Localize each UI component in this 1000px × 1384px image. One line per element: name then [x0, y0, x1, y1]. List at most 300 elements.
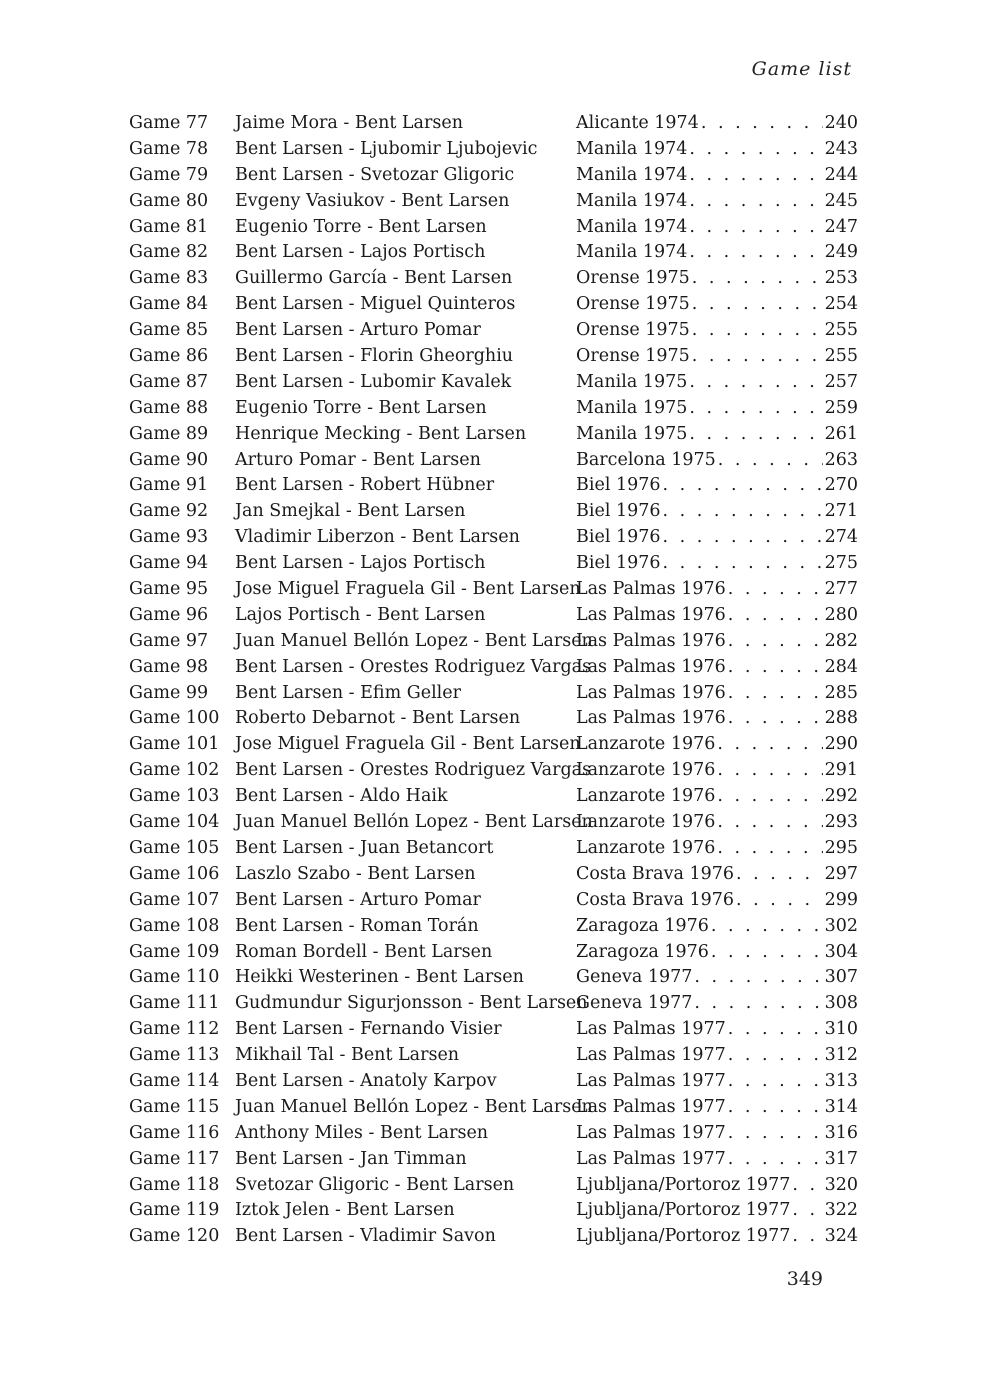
dot-leader	[689, 215, 822, 241]
game-row	[0, 603, 1000, 629]
dot-leader	[692, 292, 823, 318]
game-row	[0, 706, 1000, 732]
dot-leader	[689, 137, 822, 163]
game-event: Orense 1975	[576, 320, 690, 341]
game-row	[0, 266, 1000, 292]
game-number: Game 84	[129, 294, 209, 315]
game-number: Game 93	[129, 527, 209, 548]
dot-leader	[711, 914, 823, 940]
game-event: Las Palmas 1977	[576, 1148, 726, 1169]
game-event: Las Palmas 1976	[576, 630, 726, 651]
game-players: Jaime Mora - Bent Larsen	[235, 113, 463, 133]
game-event: Orense 1975	[576, 346, 690, 367]
game-page-ref: 282	[824, 630, 858, 651]
game-event-entry	[576, 784, 858, 810]
dot-leader	[728, 1095, 823, 1121]
dot-leader	[663, 499, 823, 525]
game-page-ref: 259	[824, 397, 858, 418]
game-row	[0, 784, 1000, 810]
game-number: Game 106	[129, 863, 220, 884]
game-number: Game 80	[129, 190, 209, 211]
game-event: Las Palmas 1977	[576, 1070, 726, 1091]
game-event: Manila 1974	[576, 164, 688, 185]
game-page-ref: 240	[824, 113, 858, 133]
game-row	[0, 473, 1000, 499]
game-number: Game 109	[129, 941, 220, 962]
game-players: Arturo Pomar - Bent Larsen	[235, 449, 481, 470]
game-players: Heikki Westerinen - Bent Larsen	[235, 967, 524, 988]
game-row	[0, 810, 1000, 836]
game-page-ref: 295	[824, 837, 858, 858]
game-event: Manila 1974	[576, 242, 688, 263]
game-event: Ljubljana/Portoroz 1977	[576, 1200, 791, 1221]
game-players: Bent Larsen - Orestes Rodriguez Vargas	[235, 760, 592, 781]
game-number: Game 90	[129, 449, 209, 470]
game-event-entry	[576, 422, 858, 448]
game-event-entry	[576, 603, 858, 629]
game-event-entry	[576, 888, 858, 914]
dot-leader	[692, 318, 823, 344]
game-row	[0, 836, 1000, 862]
game-page-ref: 261	[824, 423, 858, 444]
dot-leader	[689, 163, 822, 189]
game-number: Game 100	[129, 708, 220, 729]
game-page-ref: 249	[824, 242, 858, 263]
game-row	[0, 1043, 1000, 1069]
game-event-entry	[576, 370, 858, 396]
game-players: Anthony Miles - Bent Larsen	[235, 1122, 489, 1143]
game-row	[0, 163, 1000, 189]
game-number: Game 120	[129, 1226, 220, 1247]
game-event: Manila 1975	[576, 423, 688, 444]
game-event: Biel 1976	[576, 527, 661, 548]
game-event-entry	[576, 1147, 858, 1173]
game-event: Biel 1976	[576, 501, 661, 522]
game-event: Ljubljana/Portoroz 1977	[576, 1174, 791, 1195]
game-players: Bent Larsen - Roman Torán	[235, 915, 479, 936]
game-page-ref: 274	[824, 527, 858, 548]
game-page-ref: 254	[824, 294, 858, 315]
game-row	[0, 862, 1000, 888]
game-page-ref: 277	[824, 579, 858, 600]
game-players: Jan Smejkal - Bent Larsen	[235, 501, 466, 522]
game-event: Orense 1975	[576, 268, 690, 289]
game-event: Las Palmas 1977	[576, 1096, 726, 1117]
game-number: Game 97	[129, 630, 209, 651]
game-page-ref: 308	[824, 993, 858, 1014]
game-row	[0, 318, 1000, 344]
game-page-ref: 257	[824, 371, 858, 392]
game-event: Manila 1975	[576, 397, 688, 418]
game-event-entry	[576, 473, 858, 499]
game-number: Game 89	[129, 423, 209, 444]
game-row	[0, 189, 1000, 215]
game-number: Game 103	[129, 786, 220, 807]
game-page-ref: 313	[824, 1070, 858, 1091]
game-players: Juan Manuel Bellón Lopez - Bent Larsen	[235, 812, 593, 833]
game-number: Game 105	[129, 837, 220, 858]
game-row	[0, 681, 1000, 707]
game-row	[0, 1017, 1000, 1043]
dot-leader	[689, 396, 822, 422]
game-row	[0, 940, 1000, 966]
game-event: Manila 1974	[576, 216, 688, 237]
game-page-ref: 304	[824, 941, 858, 962]
game-event: Las Palmas 1976	[576, 708, 726, 729]
dot-leader	[717, 836, 822, 862]
dot-leader	[792, 1198, 822, 1224]
game-event-entry	[576, 655, 858, 681]
game-event: Costa Brava 1976	[576, 889, 735, 910]
game-event-entry	[576, 629, 858, 655]
game-page-ref: 322	[824, 1200, 858, 1221]
game-row	[0, 758, 1000, 784]
game-number: Game 85	[129, 320, 209, 341]
game-players: Mikhail Tal - Bent Larsen	[235, 1045, 460, 1066]
game-players: Bent Larsen - Orestes Rodriguez Vargas	[235, 656, 592, 677]
game-event: Las Palmas 1976	[576, 682, 726, 703]
dot-leader	[728, 577, 823, 603]
dot-leader	[694, 965, 822, 991]
dot-leader	[728, 1017, 823, 1043]
game-page-ref: 255	[824, 320, 858, 341]
game-row	[0, 551, 1000, 577]
game-row	[0, 1069, 1000, 1095]
game-number: Game 119	[129, 1200, 220, 1221]
dot-leader	[728, 629, 823, 655]
game-event-entry	[576, 163, 858, 189]
dot-leader	[689, 422, 822, 448]
dot-leader	[692, 266, 823, 292]
game-row	[0, 1147, 1000, 1173]
game-row	[0, 215, 1000, 241]
game-event: Zaragoza 1976	[576, 915, 709, 936]
game-players: Bent Larsen - Aldo Haik	[235, 786, 448, 807]
dot-leader	[736, 862, 823, 888]
game-row	[0, 914, 1000, 940]
game-page-ref: 280	[824, 604, 858, 625]
game-page-ref: 299	[824, 889, 858, 910]
game-page-ref: 263	[824, 449, 858, 470]
game-event: Costa Brava 1976	[576, 863, 735, 884]
dot-leader	[717, 810, 822, 836]
game-event-entry	[576, 810, 858, 836]
game-event-entry	[576, 448, 858, 474]
game-number: Game 99	[129, 682, 209, 703]
dot-leader	[689, 189, 822, 215]
game-row	[0, 1224, 1000, 1250]
game-row	[0, 1173, 1000, 1199]
game-players: Roberto Debarnot - Bent Larsen	[235, 708, 521, 729]
dot-leader	[728, 603, 823, 629]
game-event: Biel 1976	[576, 553, 661, 574]
game-event-entry	[576, 965, 858, 991]
game-event-entry	[576, 292, 858, 318]
game-number: Game 114	[129, 1070, 220, 1091]
game-event: Lanzarote 1976	[576, 734, 716, 755]
game-event-entry	[576, 1095, 858, 1121]
game-number: Game 116	[129, 1122, 220, 1143]
game-number: Game 113	[129, 1045, 220, 1066]
game-event: Lanzarote 1976	[576, 786, 716, 807]
game-players: Bent Larsen - Robert Hübner	[235, 475, 495, 496]
game-page-ref: 270	[824, 475, 858, 496]
game-number: Game 101	[129, 734, 220, 755]
game-players: Bent Larsen - Anatoly Karpov	[235, 1070, 497, 1091]
game-page-ref: 302	[824, 915, 858, 936]
game-number: Game 88	[129, 397, 209, 418]
game-number: Game 79	[129, 164, 209, 185]
game-players: Bent Larsen - Fernando Visier	[235, 1019, 502, 1040]
game-number: Game 104	[129, 812, 220, 833]
game-players: Henrique Mecking - Bent Larsen	[235, 423, 527, 444]
game-players: Bent Larsen - Arturo Pomar	[235, 889, 481, 910]
dot-leader	[717, 732, 822, 758]
game-page-ref: 292	[824, 786, 858, 807]
dot-leader	[694, 991, 822, 1017]
game-players: Gudmundur Sigurjonsson - Bent Larsen	[235, 993, 588, 1014]
dot-leader	[717, 758, 822, 784]
game-event: Ljubljana/Portoroz 1977	[576, 1226, 791, 1247]
game-number: Game 94	[129, 553, 209, 574]
game-page-ref: 255	[824, 346, 858, 367]
game-event-entry	[576, 940, 858, 966]
game-event: Zaragoza 1976	[576, 941, 709, 962]
game-event-entry	[576, 499, 858, 525]
game-page-ref: 291	[824, 760, 858, 781]
game-page-ref: 247	[824, 216, 858, 237]
game-event: Las Palmas 1977	[576, 1122, 726, 1143]
game-players: Lajos Portisch - Bent Larsen	[235, 604, 486, 625]
game-event-entry	[576, 318, 858, 344]
game-players: Svetozar Gligoric - Bent Larsen	[235, 1174, 515, 1195]
game-page-ref: 297	[824, 863, 858, 884]
game-number: Game 112	[129, 1019, 220, 1040]
game-row	[0, 577, 1000, 603]
game-page-ref: 253	[824, 268, 858, 289]
game-row	[0, 396, 1000, 422]
game-page-ref: 317	[824, 1148, 858, 1169]
game-players: Bent Larsen - Miguel Quinteros	[235, 294, 516, 315]
game-event-entry	[576, 189, 858, 215]
dot-leader	[692, 344, 823, 370]
game-number: Game 98	[129, 656, 209, 677]
game-players: Bent Larsen - Vladimir Savon	[235, 1226, 496, 1247]
dot-leader	[663, 525, 823, 551]
game-players: Bent Larsen - Juan Betancort	[235, 837, 494, 858]
game-event-entry	[576, 266, 858, 292]
game-event-entry	[576, 914, 858, 940]
game-number: Game 78	[129, 138, 209, 159]
game-players: Bent Larsen - Florin Gheorghiu	[235, 346, 514, 367]
game-event: Biel 1976	[576, 475, 661, 496]
game-event-entry	[576, 577, 858, 603]
dot-leader	[718, 448, 823, 474]
game-event: Orense 1975	[576, 294, 690, 315]
game-players: Jose Miguel Fraguela Gil - Bent Larsen	[235, 579, 581, 600]
game-players: Eugenio Torre - Bent Larsen	[235, 397, 487, 418]
game-number: Game 92	[129, 501, 209, 522]
game-event: Lanzarote 1976	[576, 837, 716, 858]
game-players: Guillermo García - Bent Larsen	[235, 268, 513, 289]
dot-leader	[728, 655, 823, 681]
game-event: Las Palmas 1976	[576, 656, 726, 677]
game-page-ref: 244	[824, 164, 858, 185]
game-event: Manila 1974	[576, 190, 688, 211]
dot-leader	[792, 1224, 822, 1250]
game-row	[0, 965, 1000, 991]
game-players: Bent Larsen - Arturo Pomar	[235, 320, 481, 341]
game-number: Game 87	[129, 371, 209, 392]
game-page-ref: 245	[824, 190, 858, 211]
dot-leader	[663, 551, 823, 577]
game-event-entry	[576, 1198, 858, 1224]
game-page-ref: 243	[824, 138, 858, 159]
game-event-entry	[576, 862, 858, 888]
game-event: Manila 1974	[576, 138, 688, 159]
game-number: Game 91	[129, 475, 209, 496]
game-players: Bent Larsen - Ljubomir Ljubojevic	[235, 138, 538, 159]
game-event-entry	[576, 111, 858, 137]
game-event-entry	[576, 551, 858, 577]
game-players: Bent Larsen - Jan Timman	[235, 1148, 467, 1169]
game-row	[0, 137, 1000, 163]
game-players: Bent Larsen - Efim Geller	[235, 682, 462, 703]
game-players: Laszlo Szabo - Bent Larsen	[235, 863, 476, 884]
dot-leader	[728, 681, 823, 707]
game-number: Game 117	[129, 1148, 220, 1169]
game-number: Game 111	[129, 993, 220, 1014]
game-page-ref: 271	[824, 501, 858, 522]
game-row	[0, 888, 1000, 914]
game-players: Jose Miguel Fraguela Gil - Bent Larsen	[235, 734, 581, 755]
game-number: Game 118	[129, 1174, 220, 1195]
game-row	[0, 629, 1000, 655]
dot-leader	[736, 888, 823, 914]
game-list	[0, 111, 1000, 1250]
game-number: Game 102	[129, 760, 220, 781]
game-row	[0, 448, 1000, 474]
game-page-ref: 324	[824, 1226, 858, 1247]
game-event-entry	[576, 215, 858, 241]
game-row	[0, 344, 1000, 370]
game-page-ref: 316	[824, 1122, 858, 1143]
game-event: Barcelona 1975	[576, 449, 716, 470]
game-event-entry	[576, 396, 858, 422]
game-players: Eugenio Torre - Bent Larsen	[235, 216, 487, 237]
game-players: Evgeny Vasiukov - Bent Larsen	[235, 190, 510, 211]
game-event-entry	[576, 836, 858, 862]
dot-leader	[701, 111, 823, 137]
game-number: Game 115	[129, 1096, 220, 1117]
game-page-ref: 293	[824, 812, 858, 833]
game-page-ref: 307	[824, 967, 858, 988]
game-players: Roman Bordell - Bent Larsen	[235, 941, 493, 962]
game-event: Geneva 1977	[576, 967, 693, 988]
game-row	[0, 111, 1000, 137]
game-number: Game 110	[129, 967, 220, 988]
game-page-ref: 312	[824, 1045, 858, 1066]
game-number: Game 86	[129, 346, 209, 367]
game-event-entry	[576, 758, 858, 784]
game-row	[0, 1095, 1000, 1121]
game-event-entry	[576, 1173, 858, 1199]
game-page-ref: 284	[824, 656, 858, 677]
game-event: Las Palmas 1977	[576, 1045, 726, 1066]
game-event-entry	[576, 137, 858, 163]
game-event-entry	[576, 344, 858, 370]
game-event-entry	[576, 681, 858, 707]
page-number: 349	[786, 1268, 823, 1290]
game-event-entry	[576, 732, 858, 758]
game-event: Las Palmas 1976	[576, 579, 726, 600]
game-event-entry	[576, 706, 858, 732]
dot-leader	[792, 1173, 822, 1199]
game-row	[0, 1198, 1000, 1224]
game-players: Bent Larsen - Lajos Portisch	[235, 553, 486, 574]
game-page-ref: 288	[824, 708, 858, 729]
game-row	[0, 370, 1000, 396]
game-number: Game 107	[129, 889, 220, 910]
game-event: Lanzarote 1976	[576, 760, 716, 781]
game-event-entry	[576, 525, 858, 551]
game-event: Alicante 1974	[576, 113, 699, 133]
game-players: Juan Manuel Bellón Lopez - Bent Larsen	[235, 1096, 593, 1117]
game-players: Iztok Jelen - Bent Larsen	[235, 1200, 455, 1221]
dot-leader	[689, 370, 822, 396]
game-row	[0, 422, 1000, 448]
game-event: Las Palmas 1977	[576, 1019, 726, 1040]
game-row	[0, 655, 1000, 681]
game-row	[0, 1121, 1000, 1147]
game-players: Juan Manuel Bellón Lopez - Bent Larsen	[235, 630, 593, 651]
game-event-entry	[576, 240, 858, 266]
game-event-entry	[576, 1121, 858, 1147]
game-event-entry	[576, 1069, 858, 1095]
game-players: Bent Larsen - Lubomir Kavalek	[235, 371, 512, 392]
dot-leader	[711, 940, 823, 966]
game-row	[0, 991, 1000, 1017]
game-event-entry	[576, 1043, 858, 1069]
game-number: Game 108	[129, 915, 220, 936]
game-number: Game 81	[129, 216, 209, 237]
game-row	[0, 525, 1000, 551]
game-event: Manila 1975	[576, 371, 688, 392]
game-number: Game 95	[129, 579, 209, 600]
game-event-entry	[576, 1224, 858, 1250]
game-event: Lanzarote 1976	[576, 812, 716, 833]
game-event-entry	[576, 1017, 858, 1043]
dot-leader	[663, 473, 823, 499]
game-event: Geneva 1977	[576, 993, 693, 1014]
game-page-ref: 310	[824, 1019, 858, 1040]
game-page-ref: 320	[824, 1174, 858, 1195]
game-event: Las Palmas 1976	[576, 604, 726, 625]
game-row	[0, 292, 1000, 318]
game-players: Bent Larsen - Lajos Portisch	[235, 242, 486, 263]
dot-leader	[728, 706, 823, 732]
game-page-ref: 290	[824, 734, 858, 755]
game-players: Bent Larsen - Svetozar Gligoric	[235, 164, 515, 185]
game-event-entry	[576, 991, 858, 1017]
game-page-ref: 275	[824, 553, 858, 574]
game-row	[0, 240, 1000, 266]
game-row	[0, 499, 1000, 525]
dot-leader	[717, 784, 822, 810]
dot-leader	[728, 1147, 823, 1173]
dot-leader	[728, 1043, 823, 1069]
game-number: Game 77	[129, 113, 209, 133]
